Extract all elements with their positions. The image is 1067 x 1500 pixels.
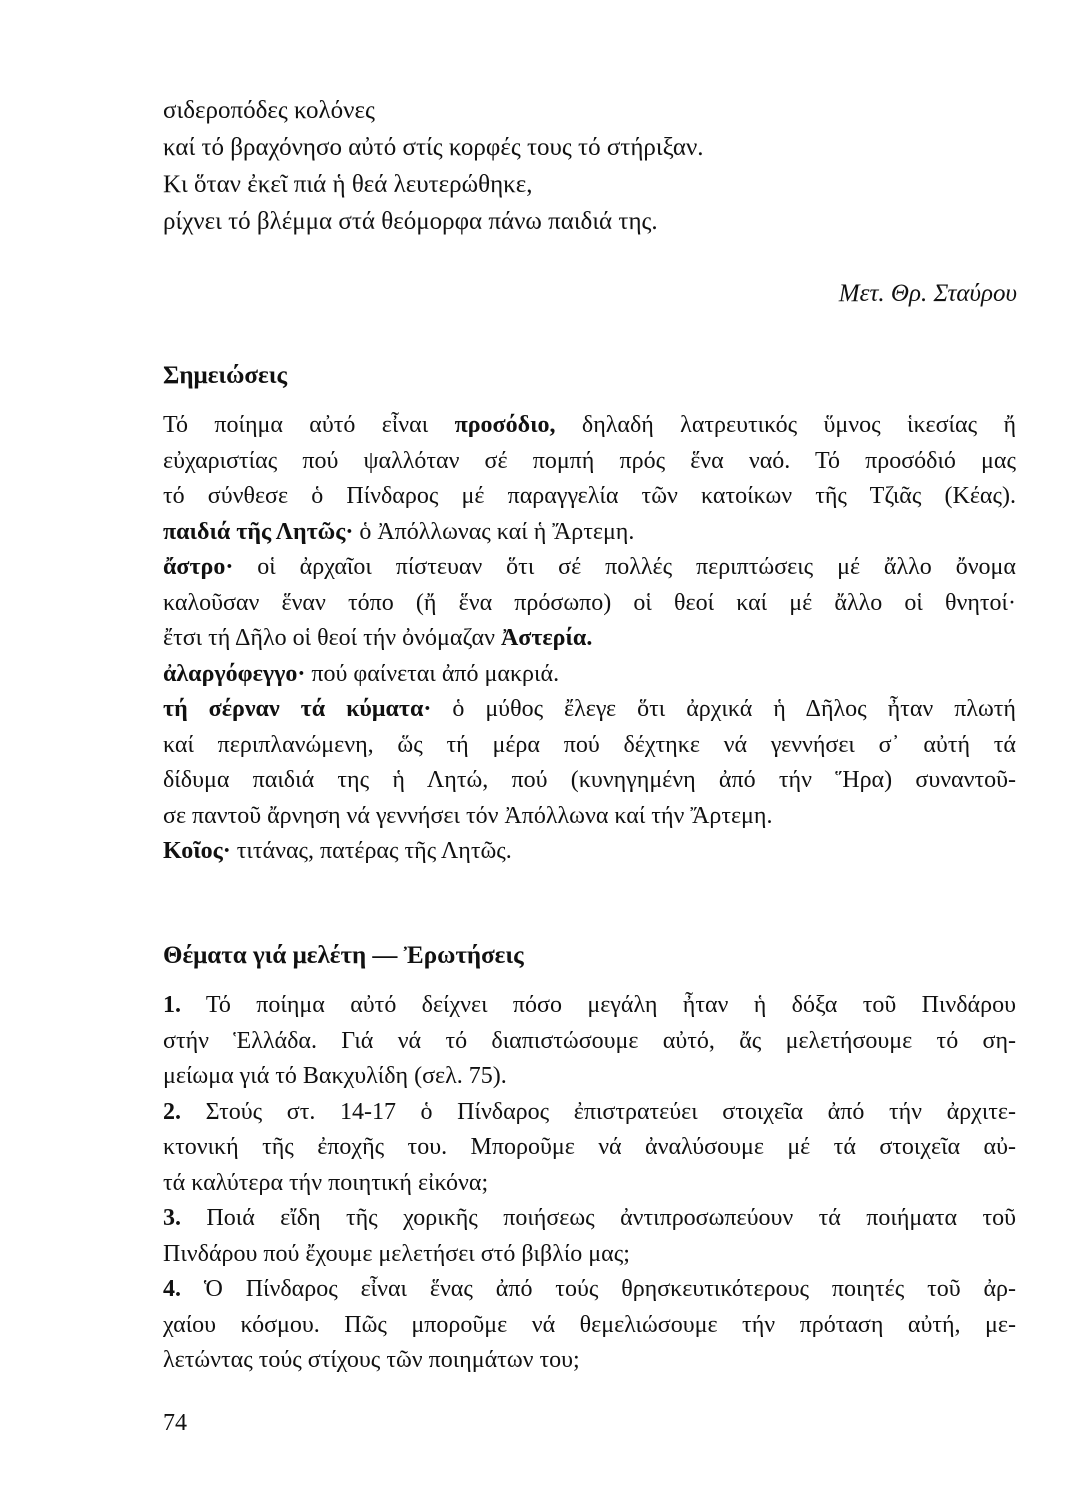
note-line: ἀλαργόφεγγο· πού φαίνεται ἀπό μακριά. [163,660,560,687]
note-line: Τό ποίημα αὐτό εἶναι προσόδιο, δηλαδή λατρευτικός ὕμνος ἱκεσίας ἤ [163,412,1016,438]
note-term: ἀλαργόφεγγο· [163,660,306,687]
note-term: παιδιά τῆς Λητῶς· [163,518,354,545]
note-term: ἄστρο· [163,554,234,580]
question-line: στήν Ἑλλάδα. Γιά νά τό διαπιστώσουμε αὐτό, ἄς μελετήσουμε τό ση- [163,1027,1016,1054]
note-line: Κοῖος· τιτάνας, πατέρας τῆς Λητῶς. [163,838,512,864]
page-number: 74 [163,1410,187,1436]
question-line: λετώντας τούς στίχους τῶν ποιημάτων του; [163,1347,580,1373]
question-line: 3. Ποιά εἴδη τῆς χορικῆς ποιήσεως ἀντιπροσωπεύουν τά ποιήματα τοῦ [163,1205,1016,1231]
note-line: ἄστρο· οἱ ἀρχαῖοι πίστευαν ὅτι σέ πολλές περιπτώσεις μέ ἄλλο ὄνομα [163,554,1016,580]
notes-heading: Σημειώσεις [163,362,287,389]
question-line: 4. Ὁ Πίνδαρος εἶναι ἕνας ἀπό τούς θρησκευτικότερους ποιητές τοῦ ἀρ- [163,1276,1016,1302]
note-term: τή σέρναν τά κύματα· [163,696,432,722]
note-line: δίδυμα παιδιά της ἡ Λητώ, πού (κυνηγημένη ἀπό τήν Ἥρα) συναντοῦ- [163,767,1016,793]
note-line: σε παντοῦ ἄρνηση νά γεννήσει τόν Ἀπόλλωνα καί τήν Ἄρτεμη. [163,802,773,829]
poem-line: ρίχνει τό βλέμμα στά θεόμορφα πάνω παιδιά της. [163,208,658,235]
poem-line: καί τό βραχόνησο αὐτό στίς κορφές τους τό στήριξαν. [163,134,704,161]
note-line: καλοῦσαν ἕναν τόπο (ἤ ἕνα πρόσωπο) οἱ θεοί καί μέ ἄλλο οἱ θνητοί· [163,589,1016,616]
question-line: τά καλύτερα τήν ποιητική εἰκόνα; [163,1169,489,1196]
note-line: ἔτσι τή Δῆλο οἱ θεοί τήν ὀνόμαζαν Ἀστερία. [163,625,593,651]
note-line: τό σύνθεσε ὁ Πίνδαρος μέ παραγγελία τῶν κατοίκων τῆς Τζιᾶς (Κέας). [163,483,1016,509]
question-line: Πινδάρου πού ἔχουμε μελετήσει στό βιβλίο μας; [163,1240,630,1267]
note-line: τή σέρναν τά κύματα· ὁ μύθος ἔλεγε ὅτι ἀρχικά ἡ Δῆλος ἦταν πλωτή [163,696,1016,722]
question-line: χαίου κόσμου. Πῶς μποροῦμε νά θεμελιώσουμε τήν πρόταση αὐτή, με- [163,1311,1016,1338]
question-number: 3. [163,1205,181,1231]
question-number: 2. [163,1098,181,1125]
note-term: Κοῖος· [163,838,231,864]
note-line: καί περιπλανώμενη, ὥς τή μέρα πού δέχτηκε νά γεννήσει σ᾽ αὐτή τά [163,731,1016,758]
notes-section [163,408,1016,870]
question-line: 2. Στούς στ. 14-17 ὁ Πίνδαρος ἐπιστρατεύει στοιχεῖα ἀπό τήν ἀρχιτε- [163,1098,1016,1125]
question-line: κτονική τῆς ἐποχῆς του. Μποροῦμε νά ἀναλύσουμε μέ τά στοιχεῖα αὐ- [163,1134,1016,1160]
note-term: προσόδιο, [454,412,556,438]
poem-line: Κι ὅταν ἐκεῖ πιά ἡ θεά λευτερώθηκε, [163,171,533,198]
poem-excerpt [163,92,1023,240]
question-line: μείωμα γιά τό Βακχυλίδη (σελ. 75). [163,1063,507,1089]
question-number: 1. [163,992,181,1018]
poem-line: σιδεροπόδες κολόνες [163,97,375,124]
note-term: Ἀστερία. [500,625,593,651]
translator-credit: Μετ. Θρ. Σταύρου [838,280,1017,307]
note-line: εὐχαριστίας πού ψαλλόταν σέ πομπή πρός ἕνα ναό. Τό προσόδιό μας [163,447,1016,474]
question-line: 1. Τό ποίημα αὐτό δείχνει πόσο μεγάλη ἦταν ἡ δόξα τοῦ Πινδάρου [163,992,1016,1018]
questions-heading: Θέματα γιά μελέτη — Ἐρωτήσεις [163,942,524,969]
question-number: 4. [163,1276,181,1302]
questions-section [163,988,1016,1379]
note-line: παιδιά τῆς Λητῶς· ὁ Ἀπόλλωνας καί ἡ Ἄρτεμη. [163,518,635,545]
